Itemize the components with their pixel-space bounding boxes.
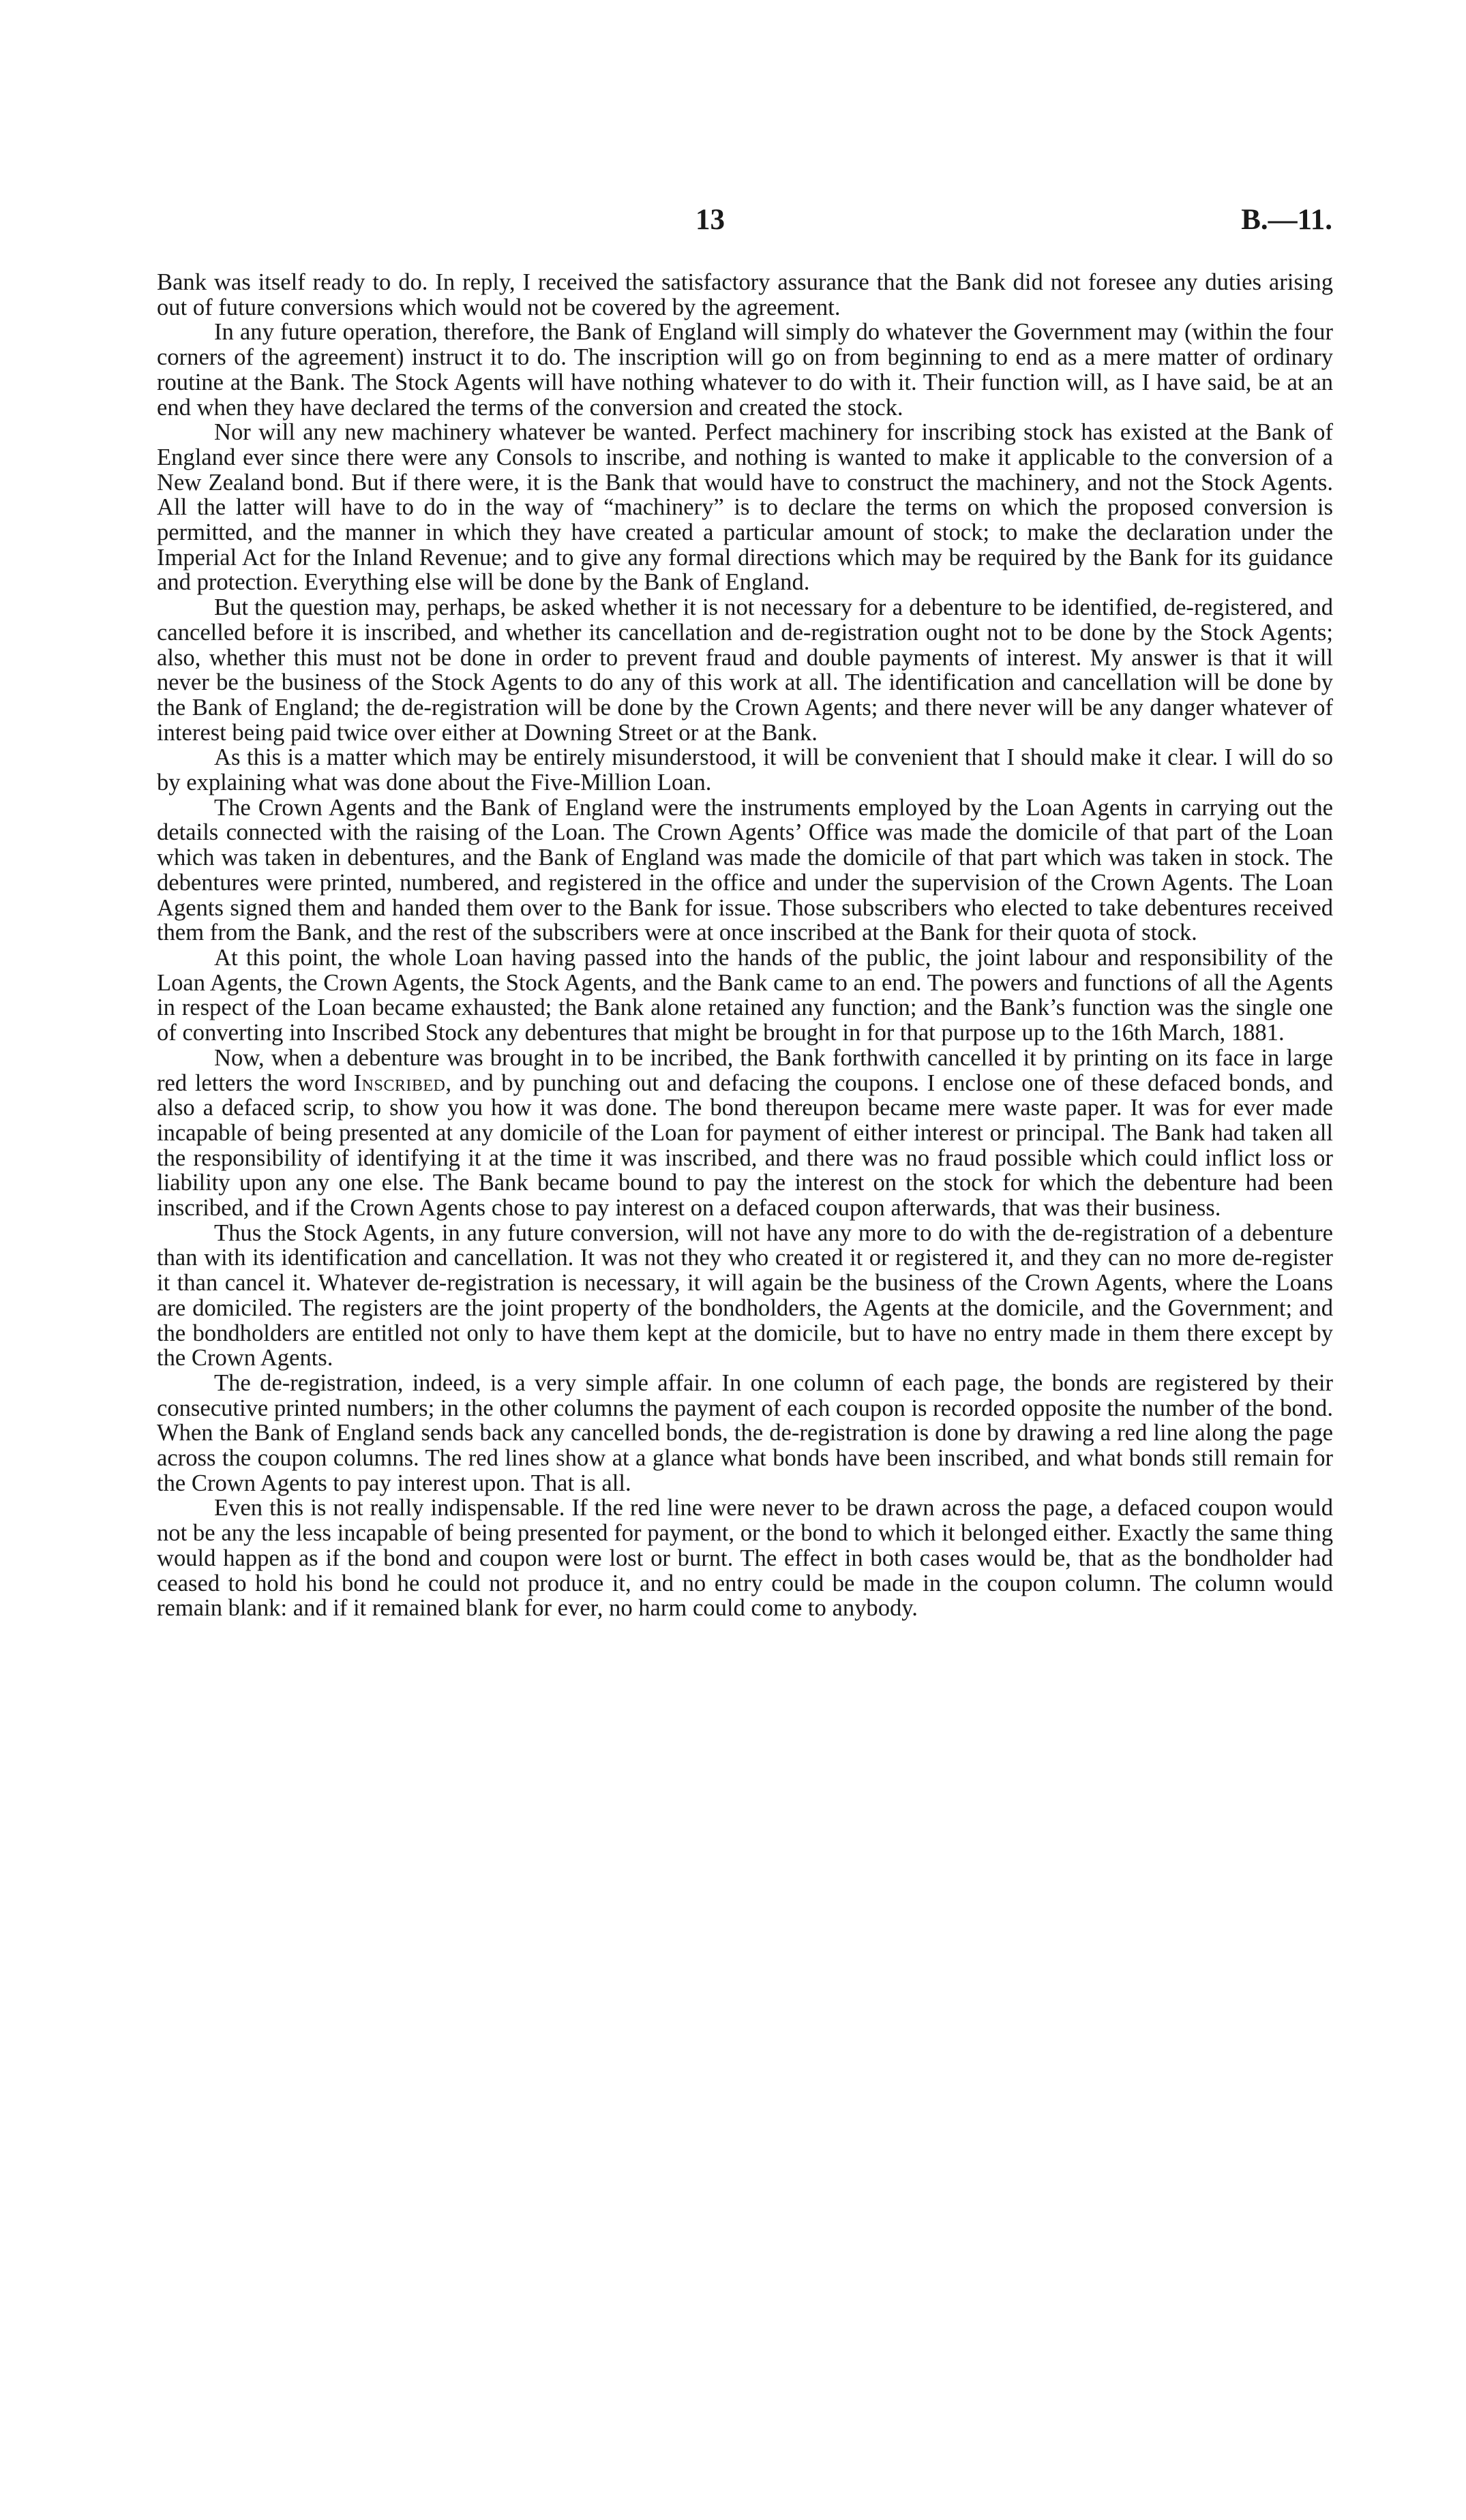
body-text: [157, 270, 1333, 1621]
paragraph-8: [157, 1046, 1333, 1221]
paragraph-2: In any future operation, therefore, the Bank of England will simply do whatever the Government may (within the four corners of the agreement) instruct it to do. The inscription will go on from beginning to end as a mere matter of ordinary routine at the Bank. The Stock Agents will have nothing whatever to do with it. Their function will, as I have said, be at an end when they have declared the terms of the conversion and created the stock.: [157, 319, 1333, 421]
paragraph-8-after: , and by punching out and defacing the coupons. I enclose one of these defaced bonds, and also a defaced scrip, to show you how it was done. The bond thereupon became mere waste paper. It was for ever made incapable of being presented at any domicile of the Loan for payment of either interest or principal. The Bank had taken all the responsibility of identifying it at the time it was inscribed, and there was no fraud possible which could inflict loss or liability upon any one else. The Bank became bound to pay the interest on the stock for which the debenture had been inscribed, and if the Crown Agents chose to pay interest on a defaced coupon afterwards, that was their business.: [157, 1069, 1333, 1221]
paragraph-8-before: Now, when a debenture was brought in to be incribed, the Bank forthwith cancelled it by printing on its face in large red letters the word: [157, 1044, 1333, 1096]
page-number: 13: [695, 204, 725, 236]
paragraph-11: Even this is not really indispensable. If the red line were never to be drawn across the page, a defaced coupon would not be any the less incapable of being presented for payment, or the bond to which it belonged either. Exactly the same thing would happen as if the bond and coupon were lost or burnt. The effect in both cases would be, that as the bondholder had ceased to hold his bond he could not produce it, and no entry could be made in the coupon column. The column would remain blank: and if it remained blank for ever, no harm could come to anybody.: [157, 1495, 1333, 1622]
paragraph-3: Nor will any new machinery whatever be wanted. Perfect machinery for inscribing stock has existed at the Bank of England ever since there were any Consols to inscribe, and nothing is wanted to make it applicable to the conversion of a New Zealand bond. But if there were, it is the Bank that would have to construct the machinery, and not the Stock Agents. All the latter will have to do in the way of “machinery” is to declare the terms on which the proposed conversion is permitted, and the manner in which they have created a particular amount of stock; to make the declaration under the Imperial Act for the Inland Revenue; and to give any formal directions which may be required by the Bank for its guidance and protection. Everything else will be done by the Bank of England.: [157, 419, 1333, 596]
paragraph-7: At this point, the whole Loan having passed into the hands of the public, the joint labour and responsibility of the Loan Agents, the Crown Agents, the Stock Agents, and the Bank came to an end. The powers and functions of all the Agents in respect of the Loan became exhausted; the Bank alone retained any function; and the Bank’s function was the single one of converting into Inscribed Stock any debentures that might be brought in for that purpose up to the 16th March, 1881.: [157, 944, 1333, 1046]
paper-reference: B.—11.: [1241, 204, 1332, 236]
paragraph-10: The de-registration, indeed, is a very simple affair. In one column of each page, the bonds are registered by their consecutive printed numbers; in the other columns the payment of each coupon is recorded opposite the number of the bond. When the Bank of England sends back any cancelled bonds, the de-registration is done by drawing a red line along the page across the coupon columns. The red lines show at a glance what bonds have been inscribed, and what bonds still remain for the Crown Agents to pay interest upon. That is all.: [157, 1369, 1333, 1496]
paragraph-5: As this is a matter which may be entirely misunderstood, it will be convenient that I should make it clear. I will do so by explaining what was done about the Five-Million Loan.: [157, 744, 1333, 796]
inscribed-word: Inscribed: [353, 1069, 446, 1096]
paragraph-6: The Crown Agents and the Bank of England were the instruments employed by the Loan Agents in carrying out the details connected with the raising of the Loan. The Crown Agents’ Office was made the domicile of that part of the Loan which was taken in debentures, and the Bank of England was made the domicile of that part which was taken in stock. The debentures were printed, numbered, and registered in the office and under the supervision of the Crown Agents. The Loan Agents signed them and handed them over to the Bank for issue. Those subscribers who elected to take debentures received them from the Bank, and the rest of the subscribers were at once inscribed at the Bank for their quota of stock.: [157, 794, 1333, 946]
paragraph-1: Bank was itself ready to do. In reply, I received the satisfactory assurance that the Bank did not foresee any duties arising out of future conversions which would not be covered by the agreement.: [157, 269, 1333, 320]
paragraph-4: But the question may, perhaps, be asked whether it is not necessary for a debenture to be identified, de-registered, and cancelled before it is inscribed, and whether its cancellation and de-registration ought not to be done by the Stock Agents; also, whether this must not be done in order to prevent fraud and double payments of interest. My answer is that it will never be the business of the Stock Agents to do any of this work at all. The identification and cancellation will be done by the Bank of England; the de-registration will be done by the Crown Agents; and there never will be any danger whatever of interest being paid twice over either at Downing Street or at the Bank.: [157, 594, 1333, 746]
paragraph-9: Thus the Stock Agents, in any future conversion, will not have any more to do with the de-registration of a debenture than with its identification and cancellation. It was not they who created it or registered it, and they can no more de-register it than cancel it. Whatever de-registration is necessary, it will again be the business of the Crown Agents, where the Loans are domiciled. The registers are the joint property of the bondholders, the Agents at the domicile, and the Government; and the bondholders are entitled not only to have them kept at the domicile, but to have no entry made in them there except by the Crown Agents.: [157, 1219, 1333, 1371]
page-header: [0, 203, 1466, 244]
